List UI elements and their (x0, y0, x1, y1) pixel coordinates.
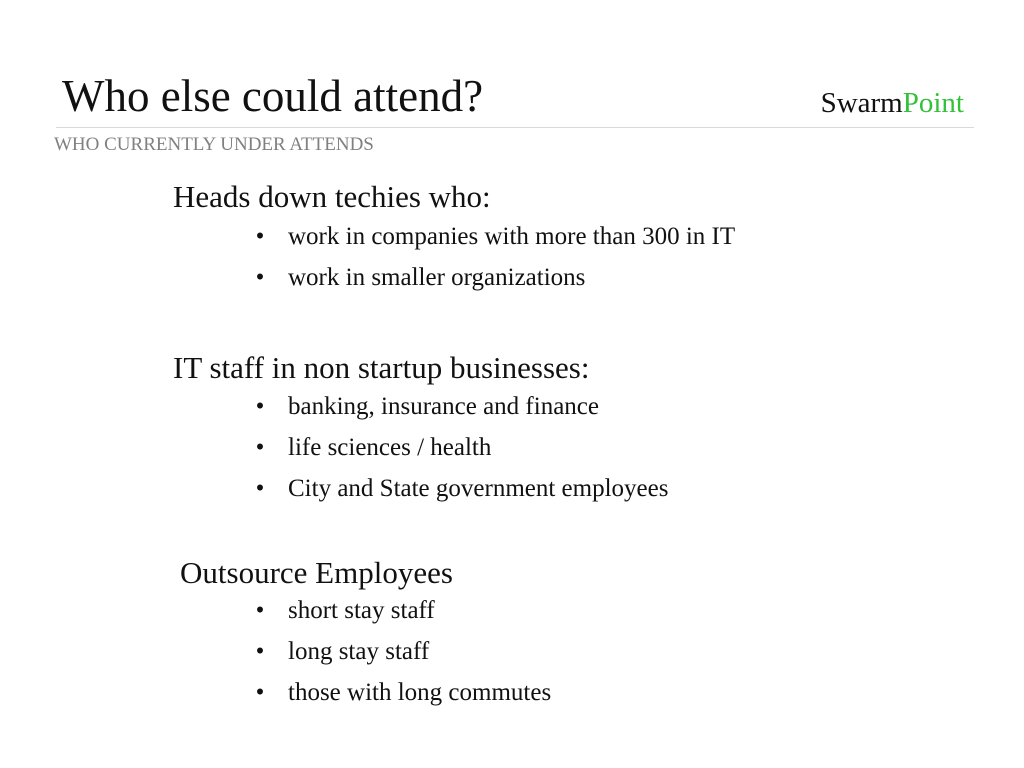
bullet-list-it-staff (254, 392, 668, 515)
list-item (254, 392, 668, 422)
brand-name-part-2: Point (902, 87, 964, 119)
bullet-icon: • (255, 597, 265, 624)
list-item (254, 678, 551, 708)
bullet-list-techies (254, 222, 735, 304)
list-item-text: long stay staff (288, 638, 430, 665)
list-item (254, 263, 735, 293)
bullet-icon: • (255, 264, 265, 291)
slide-subtitle: WHO CURRENTLY UNDER ATTENDS (54, 134, 374, 155)
list-item-text: work in companies with more than 300 in IT (288, 223, 736, 250)
list-item-text: work in smaller organizations (288, 264, 586, 291)
list-item-text: those with long commutes (288, 679, 552, 706)
group-heading-techies: Heads down techies who: (173, 179, 491, 214)
brand-name-part-1: Swarm (820, 87, 903, 119)
list-item (254, 474, 668, 504)
list-item (254, 222, 735, 252)
bullet-icon: • (255, 434, 265, 461)
group-heading-it-staff: IT staff in non startup businesses: (173, 350, 590, 385)
brand-logo (821, 86, 964, 120)
bullet-icon: • (255, 638, 265, 665)
bullet-icon: • (255, 679, 265, 706)
bullet-icon: • (255, 393, 265, 420)
slide-title: Who else could attend? (62, 71, 484, 121)
list-item (254, 637, 551, 667)
title-divider (56, 127, 974, 128)
bullet-list-outsource (254, 596, 551, 719)
list-item-text: life sciences / health (288, 434, 492, 461)
bullet-icon: • (255, 223, 265, 250)
list-item-text: City and State government employees (288, 475, 669, 502)
list-item-text: banking, insurance and finance (288, 393, 599, 420)
bullet-icon: • (255, 475, 265, 502)
list-item (254, 596, 551, 626)
group-heading-outsource: Outsource Employees (180, 555, 453, 590)
list-item (254, 433, 668, 463)
list-item-text: short stay staff (288, 597, 435, 624)
